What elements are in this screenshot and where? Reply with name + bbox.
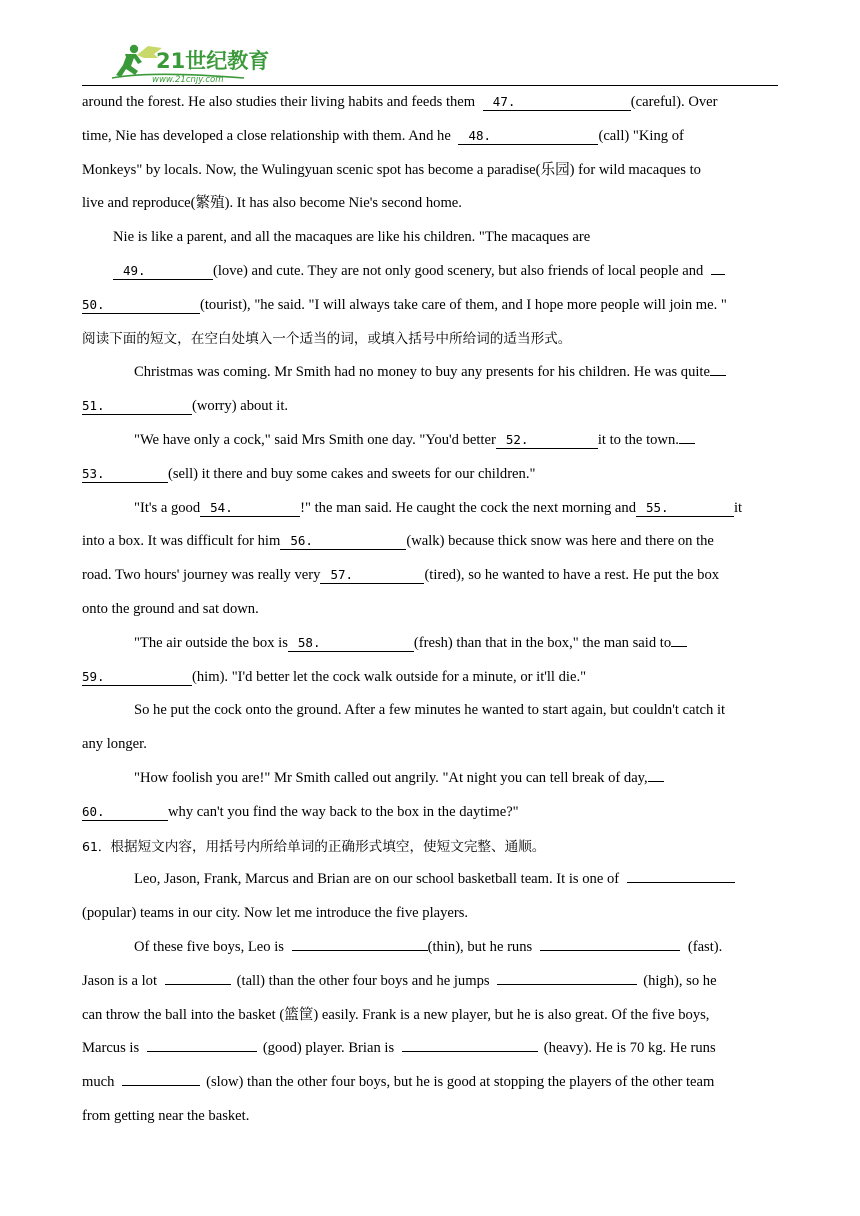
blank-57[interactable]: 57. [320, 567, 424, 584]
blank-60[interactable]: 60. [82, 804, 168, 821]
blank-51-start[interactable] [710, 359, 726, 376]
blank-61-2[interactable] [292, 934, 428, 951]
text-line: Monkeys" by locals. Now, the Wulingyuan scenic spot has become a paradise(乐园) for wild macaques to [82, 161, 701, 178]
text-line: So he put the cock onto the ground. After a few minutes he wanted to start again, but couldn't catch it [134, 702, 726, 719]
blank-56[interactable]: 56. [280, 533, 406, 550]
question-number: 61． [82, 838, 111, 854]
text-line: around the forest. He also studies their living habits and feeds them 47. (careful). Over [82, 94, 718, 110]
svg-text:www.21cnjy.com: www.21cnjy.com [152, 75, 224, 85]
blank-50[interactable]: 50. [82, 297, 200, 314]
blank-48[interactable]: 48. [458, 128, 598, 145]
blank-61-3[interactable] [540, 934, 680, 951]
text-line: Leo, Jason, Frank, Marcus and Brian are on our school basketball team. It is one of [82, 863, 779, 897]
blank-61-6[interactable] [147, 1035, 257, 1052]
text-line: "We have only a cock," said Mrs Smith one day. "You'd better 52. it to the town. [82, 424, 779, 458]
blank-51[interactable]: 51. [82, 398, 192, 415]
text-line: into a box. It was difficult for him 56. (walk) because thick snow was here and there on the [82, 533, 714, 550]
text-line: Marcus is (good) player. Brian is (heavy). He is 70 kg. He runs [82, 1032, 779, 1066]
blank-59-start[interactable] [671, 630, 687, 647]
text-line: 53. (sell) it there and buy some cakes and sweets for our children." [82, 465, 536, 482]
text-line: 60. why can't you find the way back to the box in the daytime?" [82, 803, 519, 820]
page-header [82, 40, 778, 86]
blank-55[interactable]: 55. [636, 500, 734, 517]
blank-61-4[interactable] [165, 968, 231, 985]
text-line: 49. (love) and cute. They are not only good scenery, but also friends of local people and [82, 255, 779, 289]
blank-60-start[interactable] [648, 765, 664, 782]
text-line: road. Two hours' journey was really very 57. (tired), so he wanted to have a rest. He put the box [82, 567, 720, 584]
blank-50-start[interactable] [711, 258, 725, 275]
question-61-instruction: 61．根据短文内容，用括号内所给单词的正确形式填空，使短文完整、通顺。 [82, 838, 546, 855]
text-line: Of these five boys, Leo is (thin), but he runs (fast). [82, 931, 779, 965]
text-line: (popular) teams in our city. Now let me introduce the five players. [82, 905, 469, 922]
blank-53[interactable]: 53. [82, 466, 168, 483]
text-line: Christmas was coming. Mr Smith had no money to buy any presents for his children. He was quite [82, 356, 779, 390]
text-line: 50. (tourist), "he said. "I will always take care of them, and I hope more people will join me. " [82, 296, 727, 313]
blank-61-8[interactable] [122, 1069, 200, 1086]
text-line: "It's a good 54. !" the man said. He caught the cock the next morning and 55. it [134, 499, 743, 516]
blank-54[interactable]: 54. [200, 500, 300, 517]
blank-61-5[interactable] [497, 968, 637, 985]
document-body [82, 86, 779, 1134]
blank-52[interactable]: 52. [496, 432, 598, 449]
text-line: live and reproduce(繁殖). It has also become Nie's second home. [82, 195, 462, 212]
blank-53-start[interactable] [679, 427, 695, 444]
text-line: any longer. [82, 736, 147, 753]
svg-text:21世纪教育: 21世纪教育 [156, 49, 270, 73]
text-line: much (slow) than the other four boys, but he is good at stopping the players of the other team [82, 1066, 779, 1100]
text-line: 59. (him). "I'd better let the cock walk outside for a minute, or it'll die." [82, 668, 587, 685]
text-line: from getting near the basket. [82, 1107, 250, 1124]
text-line: onto the ground and sat down. [82, 600, 259, 617]
section-instruction: 阅读下面的短文，在空白处填入一个适当的词，或填入括号中所给词的适当形式。 [82, 330, 572, 347]
text-line: can throw the ball into the basket (篮筐) easily. Frank is a new player, but he is also great. Of the five boys, [82, 1006, 710, 1023]
logo-21cnjy [104, 40, 294, 86]
blank-49[interactable]: 49. [113, 263, 213, 280]
blank-61-7[interactable] [402, 1035, 538, 1052]
blank-61-1[interactable] [627, 866, 735, 883]
blank-47[interactable]: 47. [483, 94, 631, 111]
blank-58[interactable]: 58. [288, 635, 414, 652]
blank-59[interactable]: 59. [82, 669, 192, 686]
text-line: Nie is like a parent, and all the macaques are like his children. "The macaques are [113, 229, 591, 246]
text-line: time, Nie has developed a close relationship with them. And he 48. (call) "King of [82, 127, 684, 144]
text-line: "How foolish you are!" Mr Smith called out angrily. "At night you can tell break of day, [82, 762, 779, 796]
text-line: Jason is a lot (tall) than the other four boys and he jumps (high), so he [82, 965, 779, 999]
text-line: "The air outside the box is 58. (fresh) than that in the box," the man said to [82, 627, 779, 661]
text-line: 51. (worry) about it. [82, 398, 289, 415]
